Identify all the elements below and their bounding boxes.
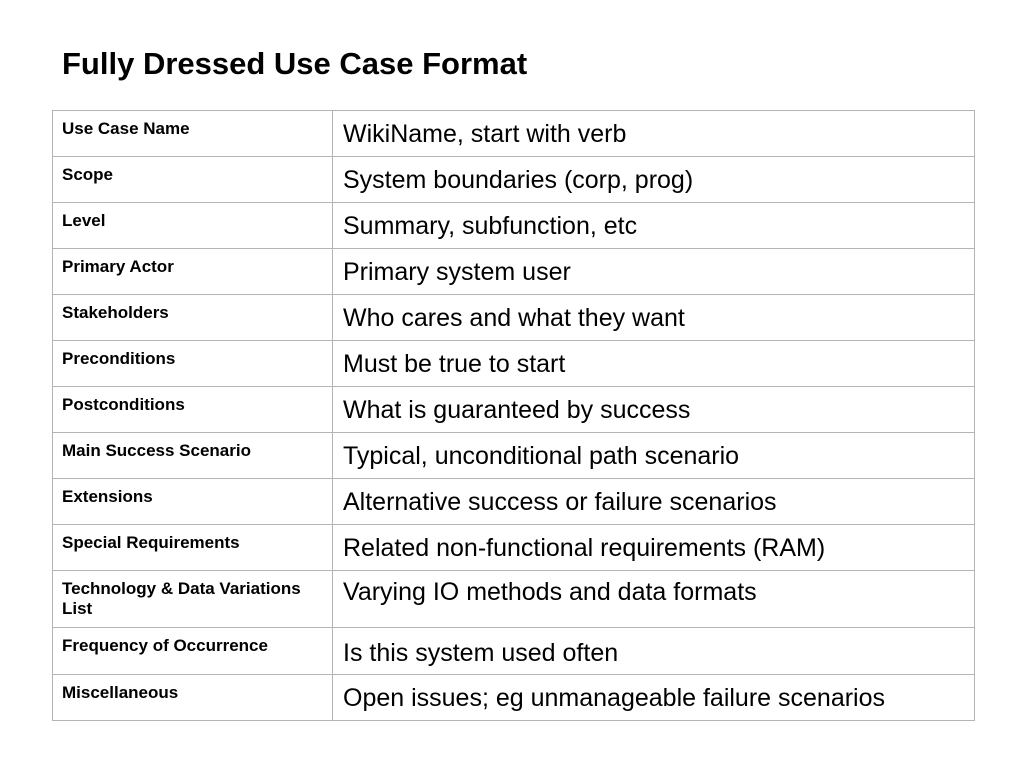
field-name-cell: Extensions [53,479,333,525]
table-row [53,525,975,571]
table-row [53,571,975,628]
table-row [53,387,975,433]
use-case-format-table [52,110,975,721]
table-row [53,295,975,341]
field-description-cell: Alternative success or failure scenarios [333,479,975,525]
field-description-cell: System boundaries (corp, prog) [333,157,975,203]
field-name-cell: Level [53,203,333,249]
field-name-cell: Scope [53,157,333,203]
table-row [53,628,975,675]
field-description-cell: Varying IO methods and data formats [333,571,975,628]
field-name-cell: Miscellaneous [53,675,333,721]
table-row [53,203,975,249]
table-row [53,433,975,479]
field-description-cell: Who cares and what they want [333,295,975,341]
field-name-cell: Special Requirements [53,525,333,571]
field-name-cell: Postconditions [53,387,333,433]
table-row [53,111,975,157]
table-row [53,341,975,387]
field-description-cell: What is guaranteed by success [333,387,975,433]
table-row [53,157,975,203]
field-name-cell: Technology & Data Variations List [53,571,333,628]
table-row [53,249,975,295]
field-description-cell: WikiName, start with verb [333,111,975,157]
field-name-cell: Use Case Name [53,111,333,157]
field-description-cell: Summary, subfunction, etc [333,203,975,249]
field-description-cell: Primary system user [333,249,975,295]
field-description-cell: Must be true to start [333,341,975,387]
field-name-cell: Stakeholders [53,295,333,341]
field-description-cell: Typical, unconditional path scenario [333,433,975,479]
field-description-cell: Open issues; eg unmanageable failure scenarios [333,675,975,721]
slide-title: Fully Dressed Use Case Format [62,46,528,81]
field-name-cell: Preconditions [53,341,333,387]
field-name-cell: Main Success Scenario [53,433,333,479]
table-row [53,479,975,525]
field-name-cell: Primary Actor [53,249,333,295]
field-description-cell: Related non-functional requirements (RAM) [333,525,975,571]
table-row [53,675,975,721]
field-name-cell: Frequency of Occurrence [53,628,333,675]
field-description-cell: Is this system used often [333,628,975,675]
